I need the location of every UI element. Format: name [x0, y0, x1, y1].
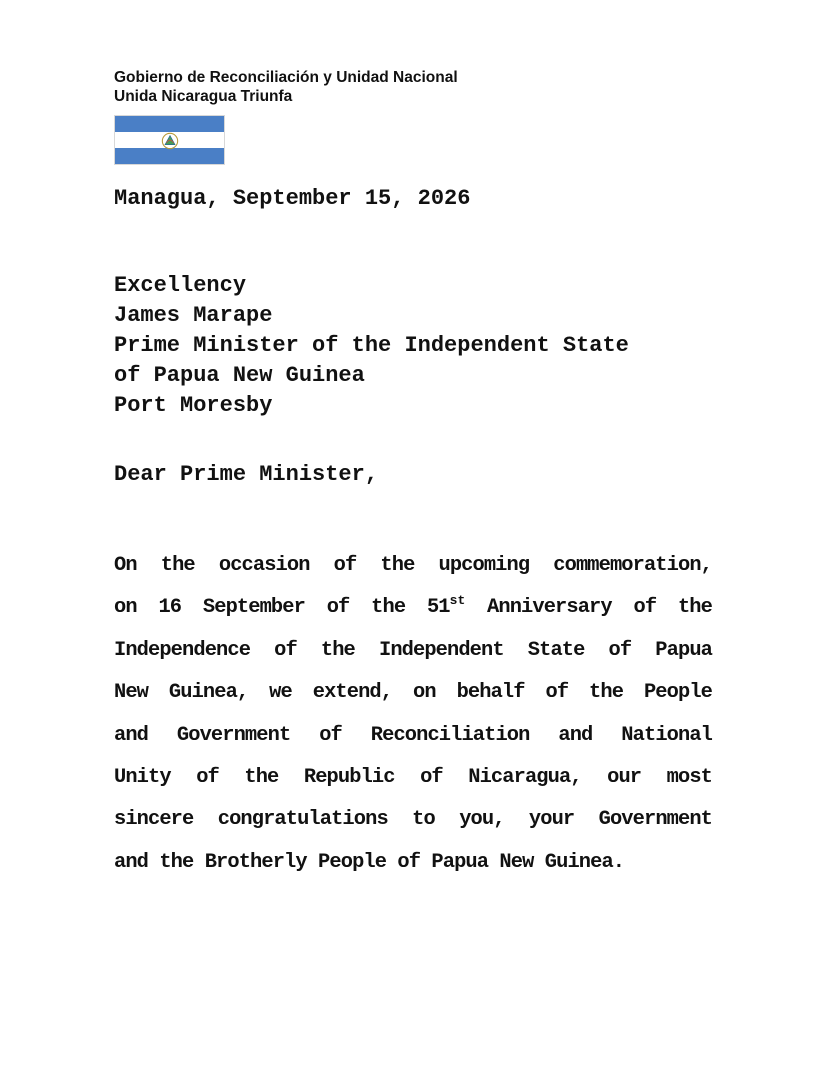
- body-text: Anniversary of the: [465, 596, 712, 620]
- body-line: Unity of the Republic of Nicaragua, our most: [114, 765, 712, 789]
- salutation: Dear Prime Minister,: [114, 462, 379, 487]
- body-line: New Guinea, we extend, on behalf of the People: [114, 681, 712, 705]
- flag-top-stripe: [115, 116, 224, 132]
- letterhead-slogan: Unida Nicaragua Triunfa: [114, 88, 293, 105]
- recipient-title: Prime Minister of the Independent State: [114, 333, 629, 358]
- letterhead: [114, 68, 458, 106]
- body-line: and Government of Reconciliation and National: [114, 723, 712, 747]
- coat-of-arms-icon: [161, 132, 179, 150]
- letterhead-government-name: Gobierno de Reconciliación y Unidad Nacional: [114, 69, 458, 86]
- body-line: Independence of the Independent State of Papua: [114, 638, 712, 662]
- recipient-title-continued: of Papua New Guinea: [114, 363, 365, 388]
- body-line: and the Brotherly People of Papua New Guinea.: [114, 850, 625, 874]
- flag-bottom-stripe: [115, 148, 224, 164]
- ordinal-suffix: st: [449, 593, 466, 609]
- body-line: [114, 587, 712, 629]
- recipient-honorific: Excellency: [114, 273, 247, 298]
- body-line: On the occasion of the upcoming commemoration,: [114, 554, 712, 577]
- letter-date: Managua, September 15, 2026: [114, 186, 471, 211]
- recipient-name: James Marape: [114, 303, 273, 328]
- nicaragua-flag-icon: [114, 115, 225, 165]
- letter-body: [114, 545, 712, 884]
- recipient-block: [114, 271, 629, 421]
- body-text: on 16 September of the 51: [114, 596, 450, 620]
- recipient-city: Port Moresby: [114, 393, 273, 418]
- body-line: sincere congratulations to you, your Government: [114, 808, 712, 832]
